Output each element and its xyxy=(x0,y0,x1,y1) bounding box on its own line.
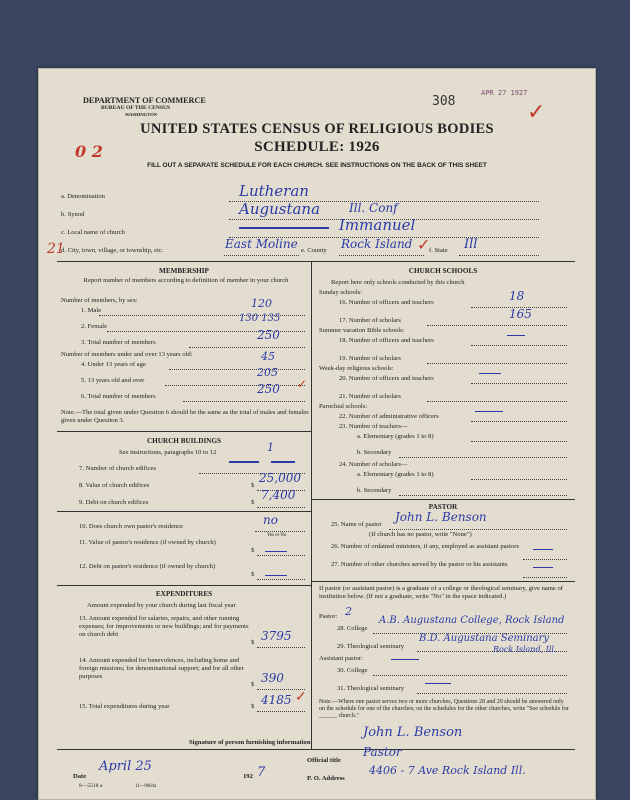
state-line xyxy=(459,247,539,256)
membership-note: Note.—The total given under Question 6 should be the same as the total of males and females given under Question 3. xyxy=(61,409,309,424)
q16-label: 16. Number of officers and teachers xyxy=(339,299,434,306)
schedule-number: 308 xyxy=(432,94,456,109)
weekday-schools-label: Week-day religious schools: xyxy=(319,365,394,372)
expenditures-divider xyxy=(57,585,311,586)
q23b-label: b. Secondary xyxy=(357,449,392,456)
pastor-subheading: Pastor: xyxy=(319,613,338,620)
q14-label: 14. Amount expended for benevolences, including home and foreign missions; for denominational support; and for all other purposes xyxy=(79,657,244,680)
q9-label: 9. Debt on church edifices xyxy=(79,499,149,506)
q7-value: 1 xyxy=(267,441,274,454)
q5-value: 205 xyxy=(257,366,278,379)
q22-line xyxy=(471,413,567,422)
q4-value: 45 xyxy=(261,350,275,363)
pastor-divider xyxy=(311,499,575,500)
q1-value: 120 xyxy=(251,297,272,310)
year-digit: 7 xyxy=(257,765,266,780)
q27-label: 27. Number of other churches served by the pastor or his assistants xyxy=(331,561,508,568)
q24b-line xyxy=(399,487,567,496)
q6-label: 6. Total number of members xyxy=(81,393,156,400)
department-label: DEPARTMENT OF COMMERCE xyxy=(83,96,206,105)
buildings-divider xyxy=(57,431,311,432)
q10-value: no xyxy=(263,513,278,527)
q8-label: 8. Value of church edifices xyxy=(79,482,150,489)
q19-label: 19. Number of scholars xyxy=(339,355,401,362)
q28-label: 28. College xyxy=(337,625,368,632)
q5-line xyxy=(165,377,305,386)
denomination-value: Lutheran xyxy=(239,182,309,200)
city-line xyxy=(224,247,299,256)
buildings-heading: CHURCH BUILDINGS xyxy=(146,437,222,445)
city-label: WASHINGTON xyxy=(125,112,158,117)
q28-value: A.B. Augustana College, Rock Island xyxy=(379,615,565,626)
q9-dollar: $ xyxy=(251,499,255,506)
residence-divider xyxy=(57,511,311,512)
expenditures-heading: EXPENDITURES xyxy=(155,590,213,598)
q12-label: 12. Debt on pastor's residence (if owned by church) xyxy=(79,563,216,570)
q16-value: 18 xyxy=(509,289,525,303)
q23a-label: a. Elementary (grades 1 to 8) xyxy=(357,433,434,440)
q12-dash xyxy=(265,575,287,576)
synod-label: b. Synod xyxy=(61,211,85,218)
q6-line xyxy=(183,393,305,402)
date-label: Date xyxy=(73,773,87,780)
county-value: Rock Island xyxy=(341,237,413,251)
form-code-secondary: 11—9664a xyxy=(135,784,157,789)
q5-label: 5. 13 years old and over xyxy=(81,377,145,384)
red-check-mark-4: ✓ xyxy=(295,690,307,705)
q27-line xyxy=(523,569,567,578)
q31-label: 31. Theological seminary xyxy=(337,685,405,692)
struck-q7-entry-2 xyxy=(271,461,295,463)
signature-label: Signature of person furnishing information xyxy=(189,739,311,746)
membership-heading: MEMBERSHIP xyxy=(159,267,209,275)
signature-value: John L. Benson xyxy=(363,725,463,740)
q15-dollar: $ xyxy=(251,703,255,710)
census-schedule-sheet xyxy=(38,68,596,800)
q21-line xyxy=(427,393,567,402)
top-divider xyxy=(57,261,575,262)
q18-label: 18. Number of officers and teachers xyxy=(339,337,434,344)
q14-value: 390 xyxy=(261,671,284,685)
q18-line xyxy=(471,337,567,346)
county-label: e. County xyxy=(301,247,327,254)
q2-value: 130 135 xyxy=(239,313,281,324)
sunday-schools-label: Sunday schools: xyxy=(319,289,363,296)
red-check-mark-3: ✓ xyxy=(297,377,308,391)
q8-value: 25,000 xyxy=(259,471,301,485)
q9-value: 7,400 xyxy=(261,488,296,502)
q11-dollar: $ xyxy=(251,547,255,554)
pastor-heading: PASTOR xyxy=(428,503,458,511)
expenditures-subheading: Amount expended by your church during last fiscal year xyxy=(87,602,236,609)
form-code: 8—5518 a xyxy=(79,783,103,789)
q20-label: 20. Number of officers and teachers xyxy=(339,375,434,382)
q1-label: 1. Male xyxy=(81,307,102,314)
q24a-line xyxy=(471,471,567,480)
received-stamp: APR 27 1927 xyxy=(481,89,528,97)
schools-heading: CHURCH SCHOOLS xyxy=(408,267,478,275)
q23b-line xyxy=(399,449,567,458)
form-title: UNITED STATES CENSUS OF RELIGIOUS BODIES xyxy=(140,121,494,137)
q11-label: 11. Value of pastor's residence (if owned by church) xyxy=(79,539,216,546)
assistant-subheading: Assistant pastor: xyxy=(319,655,363,662)
q26-label: 26. Number of ordained ministers, if any, employed as assistant pastors xyxy=(331,543,520,550)
q17-line xyxy=(427,317,567,326)
county-line xyxy=(339,247,424,256)
q29-label: 29. Theological seminary xyxy=(337,643,405,650)
q23-label: 23. Number of teachers— xyxy=(339,423,408,430)
summer-schools-label: Summer vacation Bible schools: xyxy=(319,327,405,334)
q17-value: 165 xyxy=(509,307,532,321)
office-code-mark: 0 2 xyxy=(75,142,103,161)
church-name-label: c. Local name of church xyxy=(61,229,125,236)
schedule-title: SCHEDULE: 1926 xyxy=(254,139,380,155)
members-by-sex-label: Number of members, by sex: xyxy=(61,297,138,304)
q7-label: 7. Number of church edifices xyxy=(79,465,157,472)
struck-church-name xyxy=(239,227,329,229)
q24-label: 24. Number of scholars— xyxy=(339,461,408,468)
side-code-mark: 21 xyxy=(47,241,65,257)
church-name-value: Immanuel xyxy=(339,216,416,234)
q24a-label: a. Elementary (grades 1 to 8) xyxy=(357,471,434,478)
q20-line xyxy=(471,375,567,384)
po-address-value: 4406 - 7 Ave Rock Island Ill. xyxy=(369,764,526,777)
q25-note: (If church has no pastor, write "None") xyxy=(369,531,472,538)
q26-line xyxy=(523,551,567,560)
year-prefix: 192 xyxy=(243,773,253,780)
q29-value: B.D. Augustana Seminary xyxy=(419,633,550,644)
q13-value: 3795 xyxy=(261,629,292,643)
q10-label: 10. Does church own pastor's residence xyxy=(79,523,184,530)
q31-dash xyxy=(425,683,451,684)
q4-label: 4. Under 13 years of age xyxy=(81,361,146,368)
q8-dollar: $ xyxy=(251,482,255,489)
q4-line xyxy=(169,361,305,370)
q6-value: 250 xyxy=(257,382,280,396)
pastor-edu-count: 2 xyxy=(345,605,352,618)
q2-label: 2. Female xyxy=(81,323,108,330)
q20-dash xyxy=(479,373,501,374)
struck-q7-entry xyxy=(229,461,259,463)
red-check-mark: ✓ xyxy=(527,99,546,124)
denomination-label: a. Denomination xyxy=(61,193,105,200)
q30-line xyxy=(373,667,567,676)
q25-label: 25. Name of pastor xyxy=(331,521,382,528)
q19-line xyxy=(427,355,567,364)
q3-line xyxy=(189,339,305,348)
parochial-schools-label: Parochial schools: xyxy=(319,403,368,410)
q30-label: 30. College xyxy=(337,667,368,674)
q12-dollar: $ xyxy=(251,571,255,578)
q3-label: 3. Total number of members xyxy=(81,339,156,346)
q26-dash xyxy=(533,549,553,550)
red-check-mark-2: ✓ xyxy=(417,237,431,254)
po-address-label: P. O. Address xyxy=(307,775,345,782)
yes-no-hint: Yes or No xyxy=(267,533,287,538)
q21-label: 21. Number of scholars xyxy=(339,393,401,400)
instruction-line: FILL OUT A SEPARATE SCHEDULE FOR EACH CHURCH. SEE INSTRUCTIONS ON THE BACK OF THIS SHEET xyxy=(147,162,487,169)
q13-label: 13. Amount expended for salaries, repairs, and other running expenses; for improvements or new buildings; and for payments on church debt xyxy=(79,615,249,638)
q31-line xyxy=(417,685,567,694)
bureau-label: BUREAU OF THE CENSUS xyxy=(101,105,171,111)
q22-dash xyxy=(475,411,503,412)
education-note: If pastor (or assistant pastor) is a graduate of a college or theological seminary, give name of institution below. (If not a graduate, write "No" in the space indicated.) xyxy=(319,585,564,600)
official-title-label: Official title xyxy=(307,757,341,764)
date-value: April 25 xyxy=(99,759,152,774)
q24b-label: b. Secondary xyxy=(357,487,392,494)
state-value: Ill xyxy=(464,237,478,252)
synod-conference-note: Ill. Conf xyxy=(349,201,398,215)
state-label: f. State xyxy=(429,247,448,254)
q15-label: 15. Total expenditures during year xyxy=(79,703,170,710)
schools-subheading: Report here only schools conducted by this church xyxy=(331,279,465,286)
buildings-subheading: See instructions, paragraphs 10 to 12 xyxy=(119,449,217,456)
q29-extra: Rock Island, Ill. xyxy=(493,645,557,654)
education-divider xyxy=(311,581,575,582)
age-intro-label: Number of members under and over 13 years old: xyxy=(61,351,193,358)
membership-subheading: Report number of members according to definition of member in your church xyxy=(83,277,289,284)
city-label: d. City, town, village, or township, etc. xyxy=(61,247,164,254)
q17-label: 17. Number of scholars xyxy=(339,317,401,324)
official-title-value: Pastor xyxy=(363,745,402,759)
q27-dash xyxy=(533,567,553,568)
assistant-dash xyxy=(391,659,419,660)
q18-dash xyxy=(507,335,525,336)
q14-dollar: $ xyxy=(251,681,255,688)
synod-value: Augustana xyxy=(239,200,321,218)
q22-label: 22. Number of administrative officers xyxy=(339,413,439,420)
q15-value: 4185 xyxy=(261,693,292,707)
q11-dash xyxy=(265,551,287,552)
q23a-line xyxy=(471,433,567,442)
pastor-note: Note.—Where one pastor serves two or more churches, Questions 28 and 29 should be answered only on the schedule for one of the churches; on the schedules for the other churches, write "See schedule for ______ church." xyxy=(319,699,569,720)
q13-dollar: $ xyxy=(251,639,255,646)
footer-divider xyxy=(57,749,575,750)
city-value: East Moline xyxy=(225,237,298,251)
q25-value: John L. Benson xyxy=(395,510,487,524)
q3-value: 250 xyxy=(257,328,280,342)
